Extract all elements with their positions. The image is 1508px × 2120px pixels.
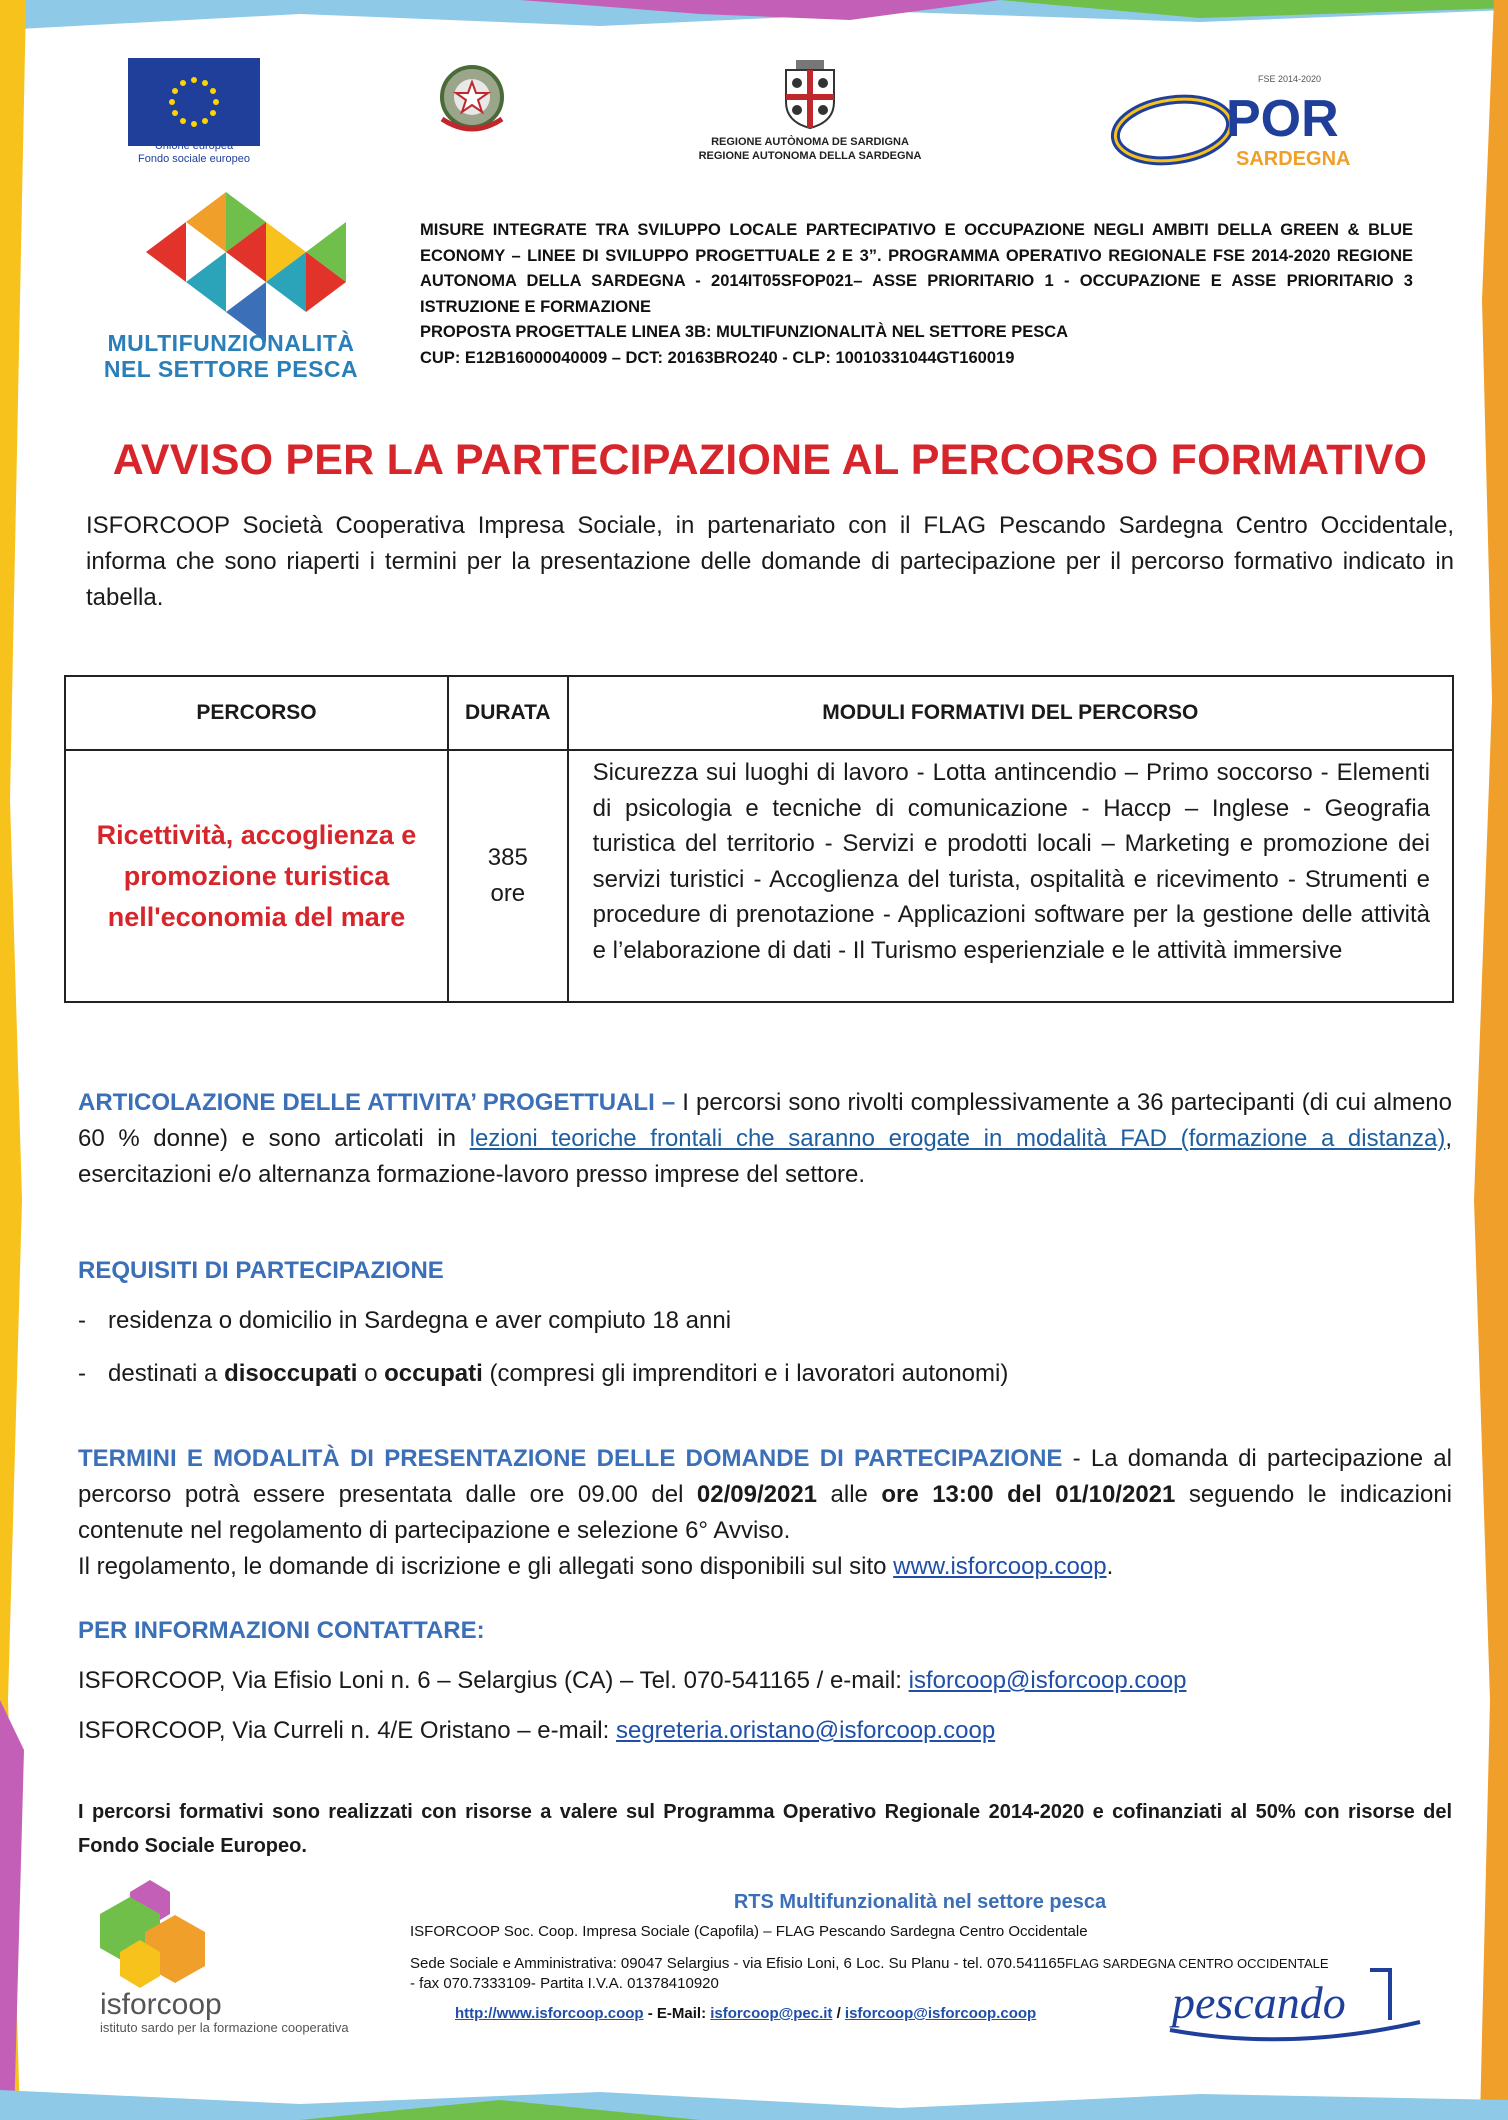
isforcoop-logo-name: isforcoop xyxy=(100,1988,222,2021)
requisito-2-occupati: occupati xyxy=(384,1360,483,1387)
por-sub-text: SARDEGNA xyxy=(1236,148,1351,170)
contact-oristano-text: ISFORCOOP, Via Curreli n. 4/E Oristano – e-mail: xyxy=(78,1717,616,1744)
contatti-section xyxy=(78,1613,1452,1749)
page-title: AVVISO PER LA PARTECIPAZIONE AL PERCORSO FORMATIVO xyxy=(112,436,1428,484)
bullet-dash: - xyxy=(78,1360,86,1387)
articolazione-heading: ARTICOLAZIONE DELLE ATTIVITA’ PROGETTUALI – xyxy=(78,1089,676,1116)
termini-text1: - La domanda di partecipazione al percorso potrà essere presentata dalle ore 09.00 del xyxy=(78,1445,1452,1508)
project-codes: CUP: E12B16000040009 – DCT: 20163BRO240 - CLP: 10010331044GT160019 xyxy=(420,348,1015,367)
articolazione-section xyxy=(78,1085,1452,1193)
termini-heading: TERMINI E MODALITÀ DI PRESENTAZIONE DELLE DOMANDE DI PARTECIPAZIONE xyxy=(78,1445,1063,1472)
pescando-logo xyxy=(1150,1960,1440,2050)
eu-caption-line1: Unione europea xyxy=(154,140,234,152)
end-date: ore 13:00 del 01/10/2021 xyxy=(881,1481,1176,1508)
list-item xyxy=(78,1303,1452,1339)
contact-selargius xyxy=(78,1663,1452,1699)
regolamento-line xyxy=(78,1549,1452,1585)
course-table xyxy=(64,675,1454,1003)
requisito-2-text-e: (compresi gli imprenditori e i lavoratori autonomi) xyxy=(482,1360,1009,1387)
funding-note: I percorsi formativi sono realizzati con risorse a valere sul Programma Operativo Regionale 2014-2020 e cofinanziati al 50% con risorse del Fondo Sociale Europeo. xyxy=(78,1801,1452,1857)
termini-text3: seguendo le indicazioni contenute nel regolamento di partecipazione e selezione 6° Avviso. xyxy=(78,1481,1452,1544)
email-link-oristano[interactable]: segreteria.oristano@isforcoop.coop xyxy=(615,1717,996,1744)
bullet-dash: - xyxy=(78,1307,86,1334)
requisito-2-text-c: o xyxy=(357,1360,385,1387)
course-modules: Sicurezza sui luoghi di lavoro - Lotta antincendio – Primo soccorso - Elementi di psicologia e tecniche di comunicazione - Haccp – Inglese - Geografia turistica del territorio - Servizi e prodotti locali – Marketing e promozione dei servizi turistici - Accoglienza del turista, ospitalità e ricevimento - Strumenti e procedure di prenotazione - Applicazioni software per la gestione delle attività e l’elaborazione di dati - Il Turismo esperienziale e le attività immersive xyxy=(568,750,1453,1002)
multi-caption-line1: MULTIFUNZIONALITÀ xyxy=(107,330,355,356)
header-moduli: MODULI FORMATIVI DEL PERCORSO xyxy=(568,676,1453,750)
contact-oristano xyxy=(78,1713,1452,1749)
contatti-heading: PER INFORMAZIONI CONTATTARE: xyxy=(78,1617,485,1644)
footer-separator: / xyxy=(832,2005,845,2022)
multifunzionalita-fish-logo xyxy=(146,192,346,348)
duration-value: 385 xyxy=(487,844,528,871)
termini-text2: alle xyxy=(817,1481,882,1508)
articolazione-text1: I percorsi sono rivolti complessivamente a 36 partecipanti (di cui almeno 60 % donne) e sono articolati in xyxy=(78,1089,1453,1152)
footer-title: RTS Multifunzionalità nel settore pesca xyxy=(733,1891,1107,1913)
email-link-isforcoop[interactable]: isforcoop@isforcoop.coop xyxy=(908,1667,1187,1694)
header-durata: DURATA xyxy=(448,676,568,750)
footer-line2: Sede Sociale e Amministrativa: 09047 Selargius - via Efisio Loni, 6 Loc. Su Planu - tel. 070.541165 xyxy=(410,1955,1066,1972)
sardinia-caption xyxy=(640,135,980,163)
footer-flag-label: FLAG SARDEGNA CENTRO OCCIDENTALE xyxy=(1065,1956,1329,1971)
course-name: Ricettività, accoglienza e promozione turistica nell'economia del mare xyxy=(65,750,448,1002)
list-item xyxy=(78,1356,1452,1392)
pescando-logo-name: pescando xyxy=(1172,1977,1346,2028)
footer-email-link[interactable]: isforcoop@isforcoop.coop xyxy=(844,2005,1037,2022)
isforcoop-logo-tagline: istituto sardo per la formazione cooperativa xyxy=(100,2020,349,2035)
requisito-2-text-a: destinati a xyxy=(108,1360,225,1387)
requisiti-section xyxy=(78,1253,1452,1392)
por-main-text: POR xyxy=(1226,90,1339,148)
articolazione-text2: , esercitazioni e/o alternanza formazione-lavoro presso imprese del settore. xyxy=(78,1125,1452,1188)
footer-line3: - fax 070.7333109- Partita I.V.A. 01378410920 xyxy=(410,1975,719,1992)
multi-caption-line2: NEL SETTORE PESCA xyxy=(103,356,359,382)
footer-website-link[interactable]: http://www.isforcoop.coop xyxy=(455,2005,644,2022)
footer-email-label: - E-Mail: xyxy=(643,2005,711,2022)
header-percorso: PERCORSO xyxy=(65,676,448,750)
fad-link[interactable]: lezioni teoriche frontali che saranno erogate in modalità FAD (formazione a distanza) xyxy=(469,1125,1446,1152)
por-sardegna-logo xyxy=(1108,68,1358,178)
program-description: MISURE INTEGRATE TRA SVILUPPO LOCALE PARTECIPATIVO E OCCUPAZIONE NEGLI AMBITI DELLA GREEN & BLUE ECONOMY – LINEE DI SVILUPPO PROGETTUALE 2 E 3”. PROGRAMMA OPERATIVO REGIONALE FSE 2014-2020 REGIONE AUTONOMA DELLA SARDEGNA - 2014IT05SFOP021– ASSE PRIORITARIO 1 - OCCUPAZIONE E ASSE PRIORITARIO 3 ISTRUZIONE E FORMAZIONE xyxy=(420,221,1413,316)
eu-caption-line2: Fondo sociale europeo xyxy=(138,153,250,165)
intro-paragraph: ISFORCOOP Società Cooperativa Impresa Sociale, in partenariato con il FLAG Pescando Sardegna Centro Occidentale, informa che sono riaperti i termini per la presentazione delle domande di partecipazione per il percorso formativo indicato in tabella. xyxy=(86,512,1454,611)
sardinia-coat-of-arms xyxy=(780,60,840,130)
requisiti-heading: REQUISITI DI PARTECIPAZIONE xyxy=(78,1257,444,1284)
start-date: 02/09/2021 xyxy=(696,1481,818,1508)
table-header-row xyxy=(65,676,1453,750)
eu-caption xyxy=(118,140,270,166)
table-row xyxy=(65,750,1453,1002)
requisito-1: residenza o domicilio in Sardegna e aver compiuto 18 anni xyxy=(108,1307,732,1334)
multifunzionalita-caption xyxy=(96,330,366,382)
isforcoop-logo xyxy=(70,1872,370,2042)
termini-section xyxy=(78,1441,1452,1585)
sardinia-caption-line1: REGIONE AUTÒNOMA DE SARDIGNA xyxy=(711,136,909,148)
footer-line1: ISFORCOOP Soc. Coop. Impresa Sociale (Capofila) – FLAG Pescando Sardegna Centro Occidentale xyxy=(410,1923,1088,1940)
sardinia-caption-line2: REGIONE AUTONOMA DELLA SARDEGNA xyxy=(698,150,922,162)
program-header xyxy=(420,218,1413,371)
contact-selargius-text: ISFORCOOP, Via Efisio Loni n. 6 – Selargius (CA) – Tel. 070-541165 / e-mail: xyxy=(78,1667,909,1694)
footer-pec-link[interactable]: isforcoop@pec.it xyxy=(710,2005,833,2022)
course-duration xyxy=(448,750,568,1002)
requisito-2 xyxy=(108,1356,1008,1392)
duration-unit: ore xyxy=(490,880,526,907)
termini-text4: Il regolamento, le domande di iscrizione e gli allegati sono disponibili sul sito xyxy=(78,1553,894,1580)
website-link[interactable]: www.isforcoop.coop xyxy=(893,1553,1107,1580)
por-small-text: FSE 2014-2020 xyxy=(1258,74,1322,84)
termini-text5: . xyxy=(1106,1553,1114,1580)
italian-republic-emblem xyxy=(430,55,514,141)
requisito-2-disoccupati: disoccupati xyxy=(224,1360,358,1387)
project-proposal: PROPOSTA PROGETTALE LINEA 3B: MULTIFUNZIONALITÀ NEL SETTORE PESCA xyxy=(420,323,1069,341)
eu-flag-logo xyxy=(128,58,260,146)
